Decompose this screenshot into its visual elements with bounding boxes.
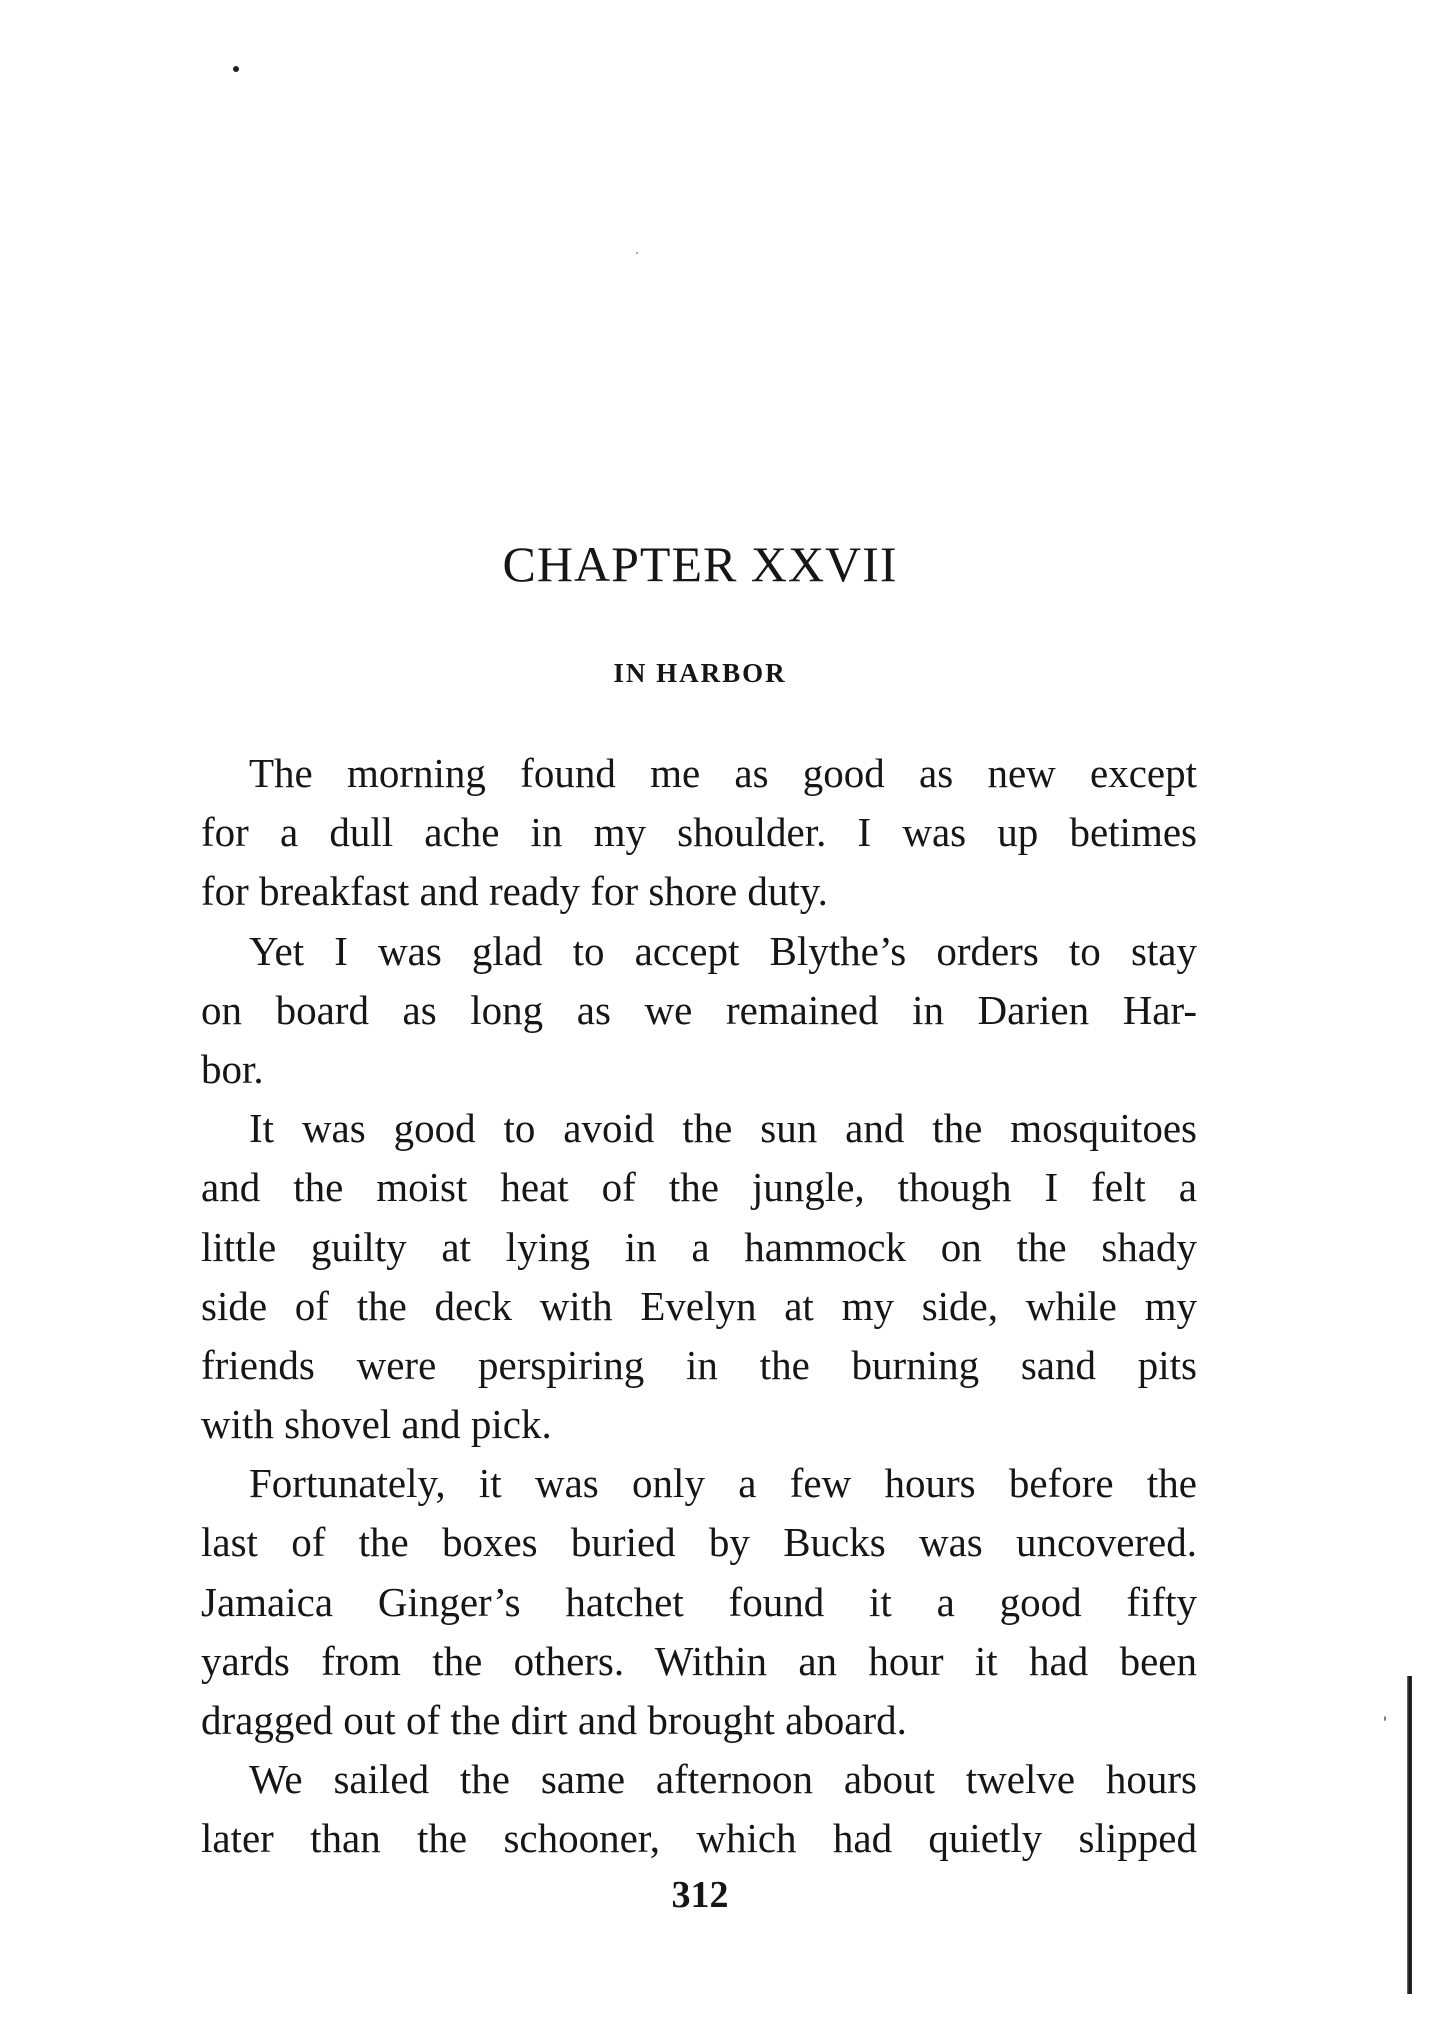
- text-line: for breakfast and ready for shore duty.: [201, 868, 828, 915]
- text-line: yards from the others. Within an hour it had been: [201, 1637, 1197, 1684]
- text-line: with shovel and pick.: [201, 1401, 552, 1448]
- text-line: dragged out of the dirt and brought aboard.: [201, 1697, 907, 1743]
- text-line: friends were perspiring in the burning sand pits: [201, 1341, 1197, 1388]
- text-line: Fortunately, it was only a few hours before the: [249, 1460, 1197, 1507]
- text-line: bor.: [201, 1045, 264, 1092]
- body-text: [201, 744, 1197, 1869]
- chapter-subtitle: IN HARBOR: [613, 658, 787, 688]
- page-number: 312: [671, 1874, 729, 1916]
- scan-speck: [636, 252, 638, 254]
- text-line: for a dull ache in my shoulder. I was up betimes: [201, 809, 1197, 856]
- text-line: Yet I was glad to accept Blythe’s orders to stay: [249, 927, 1197, 974]
- binding-edge-shadow: [1407, 1676, 1412, 1994]
- text-line: last of the boxes buried by Bucks was uncovered.: [201, 1519, 1197, 1566]
- text-line: later than the schooner, which had quietly slipped: [201, 1815, 1197, 1862]
- text-line: We sailed the same afternoon about twelve hours: [249, 1756, 1197, 1803]
- scan-speck: [233, 66, 239, 72]
- text-line: Jamaica Ginger’s hatchet found it a good fifty: [201, 1578, 1197, 1625]
- text-line: side of the deck with Evelyn at my side, while my: [201, 1282, 1197, 1329]
- text-line: It was good to avoid the sun and the mosquitoes: [249, 1105, 1197, 1152]
- text-line: on board as long as we remained in Darien Har-: [201, 986, 1197, 1033]
- text-line: little guilty at lying in a hammock on the shady: [201, 1223, 1197, 1270]
- scan-speck: [1092, 1120, 1094, 1122]
- text-line: The morning found me as good as new except: [249, 750, 1197, 796]
- chapter-title: CHAPTER XXVII: [502, 536, 898, 592]
- text-line: and the moist heat of the jungle, though I felt a: [201, 1164, 1197, 1211]
- scan-speck: [1384, 1716, 1386, 1721]
